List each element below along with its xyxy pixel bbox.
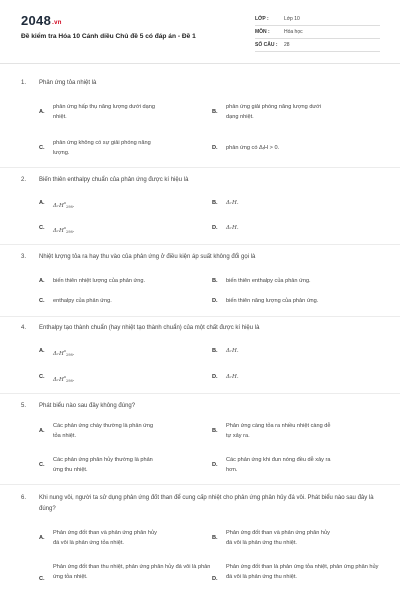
- option-text: ứng thu nhiệt.: [53, 467, 88, 473]
- option-text: biến thiên năng lượng của phản ứng.: [226, 298, 319, 304]
- option-letter: B.: [212, 200, 218, 206]
- option-text: enthalpy của phản ứng.: [53, 298, 112, 304]
- logo-text: 2048: [21, 13, 52, 28]
- option-letter: D.: [212, 462, 218, 468]
- option-text: đá vôi là phản ứng tỏa nhiệt.: [53, 540, 124, 546]
- option-letter: A.: [39, 109, 45, 115]
- option-text: Các phản ứng cháy thường là phản ứng: [53, 423, 154, 429]
- option-text: Phản ứng đốt than là phản ứng tỏa nhiệt, phản ứng phân hủy đá vôi là phản ứng thu nhiệt.: [226, 564, 379, 580]
- option-text: phản ứng có ΔᵣH > 0.: [226, 145, 280, 151]
- meta-key: LỚP :: [255, 16, 269, 22]
- logo-suffix: .vn: [52, 20, 62, 26]
- option-text: nhiệt.: [53, 114, 67, 120]
- option-formula: ΔᵣH$^o_{298}$.: [53, 201, 75, 209]
- option-letter: D.: [212, 374, 218, 380]
- meta-table: [255, 13, 380, 52]
- question-divider: [0, 316, 400, 317]
- option-letter: A.: [39, 428, 45, 434]
- option-text: phản ứng giải phóng năng lượng dưới: [226, 104, 322, 110]
- option-letter: D.: [212, 145, 218, 151]
- option-letter: A.: [39, 278, 45, 284]
- option-letter: A.: [39, 348, 45, 354]
- question-text: Phản ứng tỏa nhiệt là: [39, 80, 97, 86]
- option-text: tự xảy ra.: [226, 433, 250, 439]
- option-formula: ΔᵣH.: [226, 348, 239, 354]
- site-logo[interactable]: [21, 13, 62, 28]
- meta-key: SỐ CÂU :: [255, 42, 278, 48]
- page-header: [0, 0, 400, 76]
- option-letter: B.: [212, 278, 218, 284]
- option-letter: C.: [39, 225, 45, 231]
- question-number: 5.: [21, 403, 27, 409]
- option-letter: C.: [39, 576, 45, 582]
- question-number: 2.: [21, 177, 27, 183]
- question-text: Nhiệt lượng tỏa ra hay thu vào của phản ứng ở điều kiện áp suất không đổi gọi là: [39, 254, 256, 260]
- question-text: Khi nung vôi, người ta sử dụng phản ứng đốt than để cung cấp nhiệt cho phản ứng phân hủy đá vôi. Phát biểu nào sau đây là đúng?: [39, 495, 374, 512]
- option-letter: A.: [39, 200, 45, 206]
- document-title: Đề kiểm tra Hóa 10 Cánh diều Chủ đề 5 có đáp án - Đề 1: [21, 33, 196, 40]
- option-letter: C.: [39, 145, 45, 151]
- question-number: 1.: [21, 80, 27, 86]
- meta-key: MÔN :: [255, 29, 270, 35]
- option-letter: D.: [212, 576, 218, 582]
- option-formula: ΔᵣH$^o_{298}$.: [53, 349, 75, 357]
- option-formula: ΔᵣH.: [226, 200, 239, 206]
- option-letter: B.: [212, 109, 218, 115]
- meta-value: 28: [284, 42, 290, 48]
- option-letter: A.: [39, 535, 45, 541]
- option-text: biến thiên enthalpy của phản ứng.: [226, 278, 311, 284]
- option-text: biến thiên nhiệt lượng của phản ứng.: [53, 278, 146, 284]
- option-text: tỏa nhiệt.: [53, 433, 77, 439]
- meta-value: Hóa học: [284, 29, 303, 35]
- question-text: Phát biểu nào sau đây không đúng?: [39, 403, 136, 409]
- option-text: phản ứng hấp thụ năng lượng dưới dạng: [53, 104, 155, 110]
- option-formula: ΔᵣH$^o_{298}$.: [53, 226, 75, 234]
- meta-value: Lớp 10: [284, 16, 300, 22]
- option-letter: D.: [212, 298, 218, 304]
- option-letter: C.: [39, 462, 45, 468]
- option-formula: ΔᵣH$^o_{298}$.: [53, 375, 75, 383]
- meta-row-count: [255, 39, 380, 52]
- option-text: lượng.: [53, 150, 70, 156]
- question-text: Enthalpy tạo thành chuẩn (hay nhiệt tạo thành chuẩn) của một chất được kí hiệu là: [39, 325, 260, 331]
- question-divider: [0, 393, 400, 394]
- option-text: phản ứng không có sự giải phóng năng: [53, 140, 151, 146]
- option-text: Các phản ứng phân hủy thường là phản: [53, 457, 153, 463]
- option-letter: C.: [39, 298, 45, 304]
- option-letter: D.: [212, 225, 218, 231]
- option-text: hơn.: [226, 467, 238, 473]
- option-formula: ΔᵣH.: [226, 374, 239, 380]
- question-number: 6.: [21, 495, 27, 501]
- option-letter: B.: [212, 535, 218, 541]
- option-formula: ΔᵣH.: [226, 225, 239, 231]
- option-text: Phản ứng đốt than thu nhiệt, phản ứng phân hủy đá vôi là phản ứng tỏa nhiệt.: [53, 564, 211, 580]
- meta-row-class: [255, 13, 380, 26]
- question-number: 4.: [21, 325, 27, 331]
- meta-row-subject: [255, 26, 380, 39]
- question-number: 3.: [21, 254, 27, 260]
- question-divider: [0, 167, 400, 168]
- question-divider: [0, 484, 400, 485]
- option-text: Phản ứng đốt than và phản ứng phân hủy: [53, 530, 157, 536]
- option-text: đá vôi là phản ứng thu nhiệt.: [226, 540, 297, 546]
- option-text: Phản ứng càng tỏa ra nhiều nhiệt càng dễ: [226, 423, 331, 429]
- question-divider: [0, 244, 400, 245]
- option-letter: C.: [39, 374, 45, 380]
- option-text: Các phản ứng khi đun nóng đều dễ xảy ra: [226, 457, 331, 463]
- option-text: dạng nhiệt.: [226, 114, 254, 120]
- option-text: Phản ứng đốt than và phản ứng phân hủy: [226, 530, 330, 536]
- question-text: Biến thiên enthalpy chuẩn của phản ứng được kí hiệu là: [39, 177, 189, 183]
- header-divider: [0, 63, 400, 64]
- option-letter: B.: [212, 428, 218, 434]
- option-letter: B.: [212, 348, 218, 354]
